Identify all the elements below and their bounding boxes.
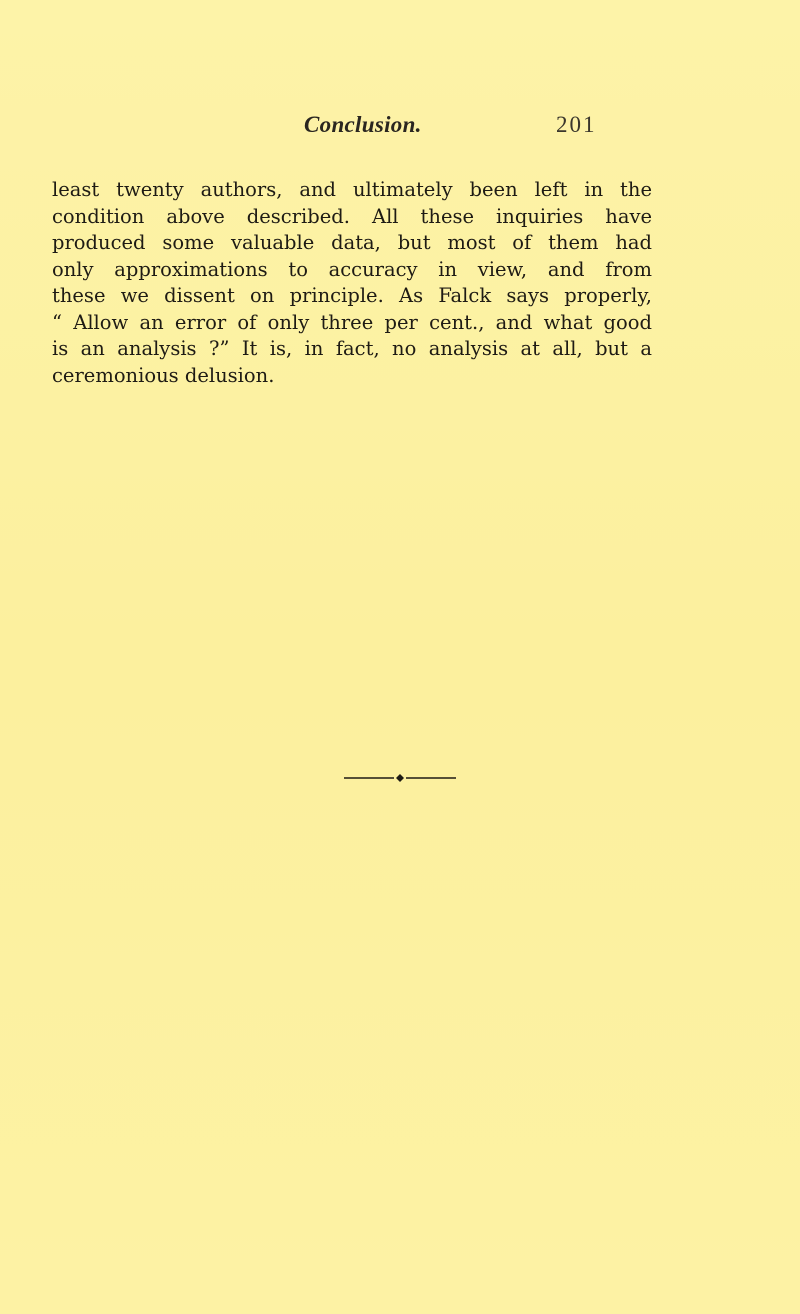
running-title: Conclusion.: [304, 112, 422, 137]
ornament-diamond: [396, 774, 404, 782]
text-line: least twenty authors, and ultimately been left in the: [52, 178, 652, 201]
page-number: 201: [556, 112, 597, 137]
text-line: is an analysis ?” It is, in fact, no analysis at all, but a: [52, 337, 652, 360]
text-line: produced some valuable data, but most of them had: [52, 231, 652, 254]
body-paragraph: [52, 177, 652, 389]
text-line: only approximations to accuracy in view, and from: [52, 257, 652, 281]
section-end-ornament: [344, 773, 456, 783]
text-line: condition above described. All these inquiries have: [52, 204, 652, 228]
text-line: these we dissent on principle. As Falck says properly,: [52, 284, 652, 307]
text-line: “ Allow an error of only three per cent., and what good: [52, 310, 652, 334]
text-line: ceremonious delusion.: [52, 363, 275, 387]
running-head: [0, 112, 800, 152]
